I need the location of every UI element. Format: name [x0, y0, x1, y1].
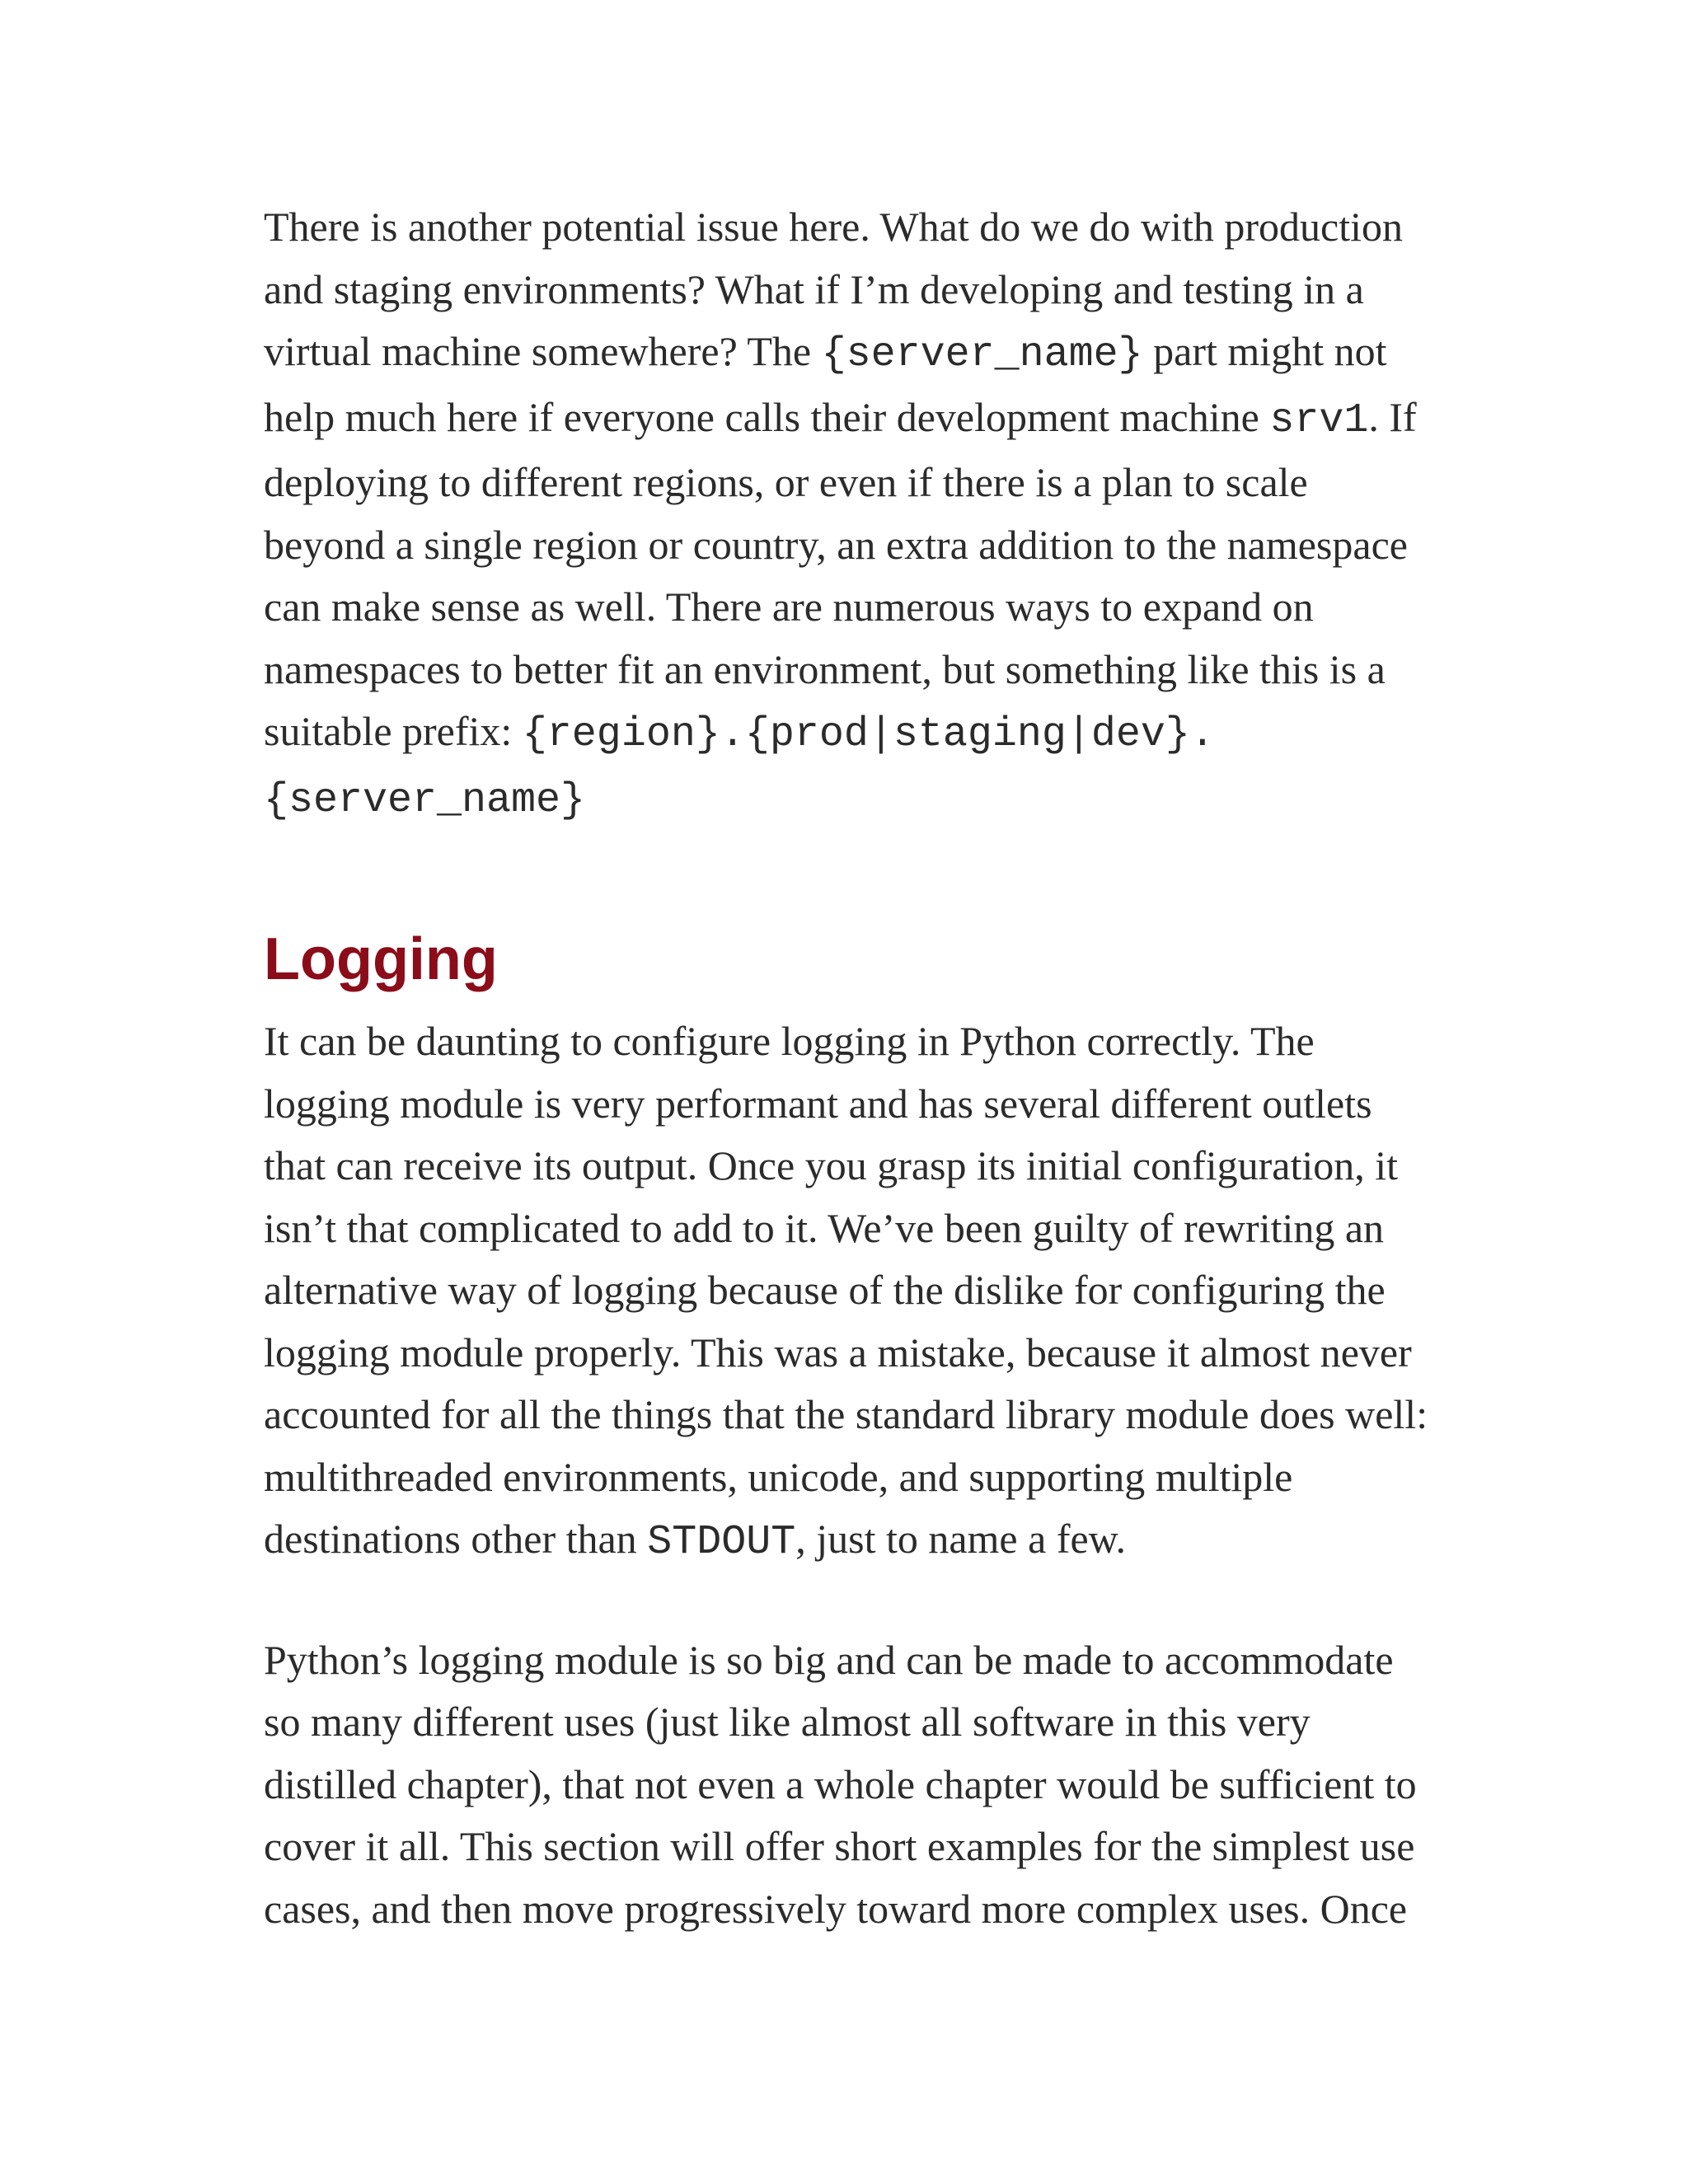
- paragraph-logging-intro: [264, 1010, 1434, 1574]
- inline-code-prefix: {region}.{prod|staging|dev}.{server_name}: [264, 711, 1215, 824]
- paragraph-logging-module: [264, 1629, 1434, 1941]
- paragraph-text: , just to name a few.: [795, 1516, 1127, 1562]
- paragraph-text: . If deploying to different regions, or even if there is a plan to scale beyond a single region or country, an extra addition to the namespace can make sense as well. There are numerous ways to expand on namespaces to better fit an environment, but something like this is a suitable prefix:: [264, 393, 1417, 754]
- inline-code-srv1: srv1: [1269, 396, 1369, 444]
- paragraph-text: It can be daunting to configure logging in Python correctly. The logging module is very performant and has several different outlets that can receive its output. Once you grasp its initial configuration, it isn’t that complicated to add to it. We’ve been guilty of rewriting an alternative way of logging because of the dislike for configuring the logging module properly. This was a mistake, because it almost never accounted for all the things that the standard library module does well: multithreaded environments, unicode, and supporting multiple destinations other than: [264, 1018, 1428, 1562]
- page-content: [264, 196, 1434, 1940]
- inline-code-stdout: STDOUT: [647, 1519, 796, 1566]
- paragraph-text: There is another potential issue here. What do we do with production and staging environments? What if I’m developing and testing in a virtual machine somewhere? The: [264, 204, 1404, 374]
- section-heading-logging: Logging: [264, 926, 498, 992]
- inline-code-server-name: {server_name}: [821, 331, 1143, 378]
- paragraph-text: Python’s logging module is so big and can be made to accommodate so many different uses (just like almost all software in this very distilled chapter), that not even a whole chapter would be sufficient to cover it all. This section will offer short examples for the simplest use cases, and then move progressively toward more complex uses. Once: [264, 1636, 1417, 1932]
- paragraph-namespaces: [264, 196, 1434, 832]
- paragraph-text: part might not help much here if everyone calls their development machine: [264, 328, 1387, 440]
